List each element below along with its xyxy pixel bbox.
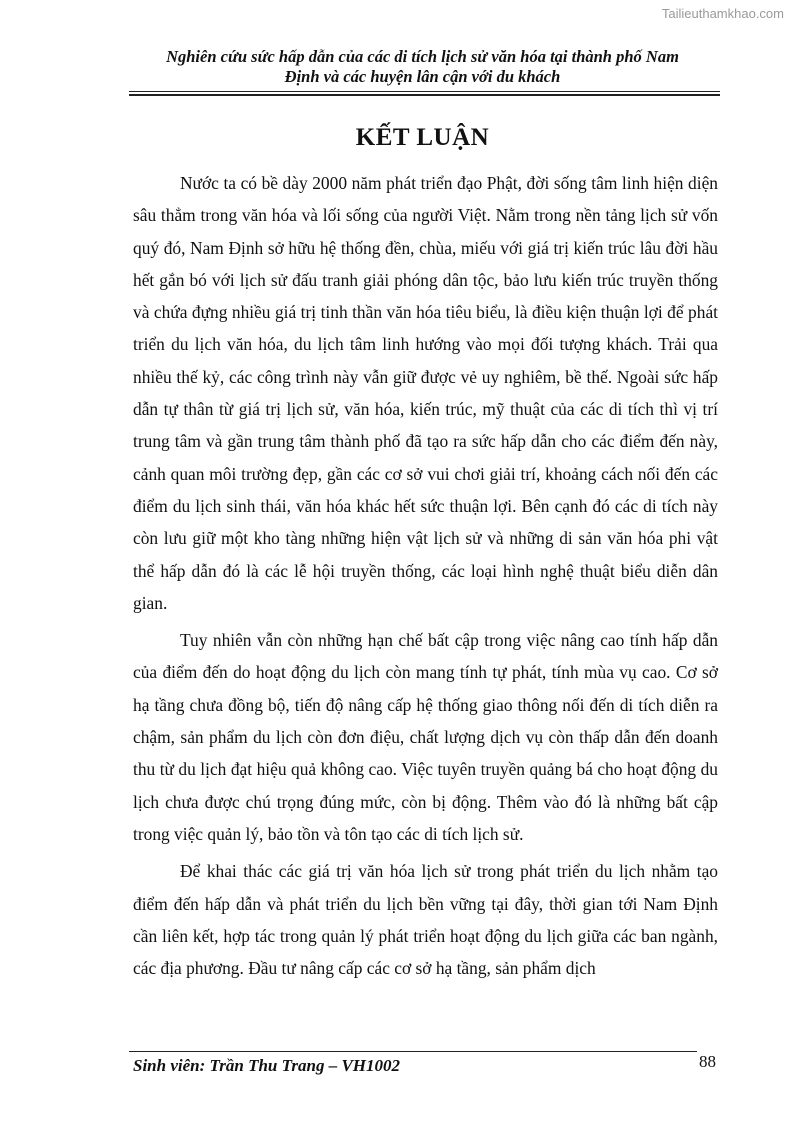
header-divider-thick (129, 94, 720, 96)
running-header-line-2: Định và các huyện lân cận với du khách (284, 67, 561, 86)
running-header-line-1: Nghiên cứu sức hấp dẫn của các di tích lịch sử văn hóa tại thành phố Nam (166, 47, 679, 66)
page-number: 88 (699, 1052, 716, 1071)
paragraph-3: Để khai thác các giá trị văn hóa lịch sử trong phát triển du lịch nhằm tạo điểm đến hấp dẫn và phát triển du lịch bền vững tại đây, thời gian tới Nam Định cần liên kết, hợp tác trong quản lý phát triển hoạt động du lịch giữa các ban ngành, các địa phương. Đầu tư nâng cấp các cơ sở hạ tầng, sản phẩm dịch (133, 861, 718, 979)
header-divider (129, 91, 720, 92)
paragraph-1: Nước ta có bề dày 2000 năm phát triển đạo Phật, đời sống tâm linh hiện diện sâu thẳm trong văn hóa và lối sống của người Việt. Nằm trong nền tảng lịch sử vốn quý đó, Nam Định sở hữu hệ thống đền, chùa, miếu với giá trị kiến trúc lâu đời hầu hết gắn bó với lịch sử đấu tranh giải phóng dân tộc, bảo lưu kiến trúc truyền thống và chứa đựng nhiều giá trị tinh thần văn hóa tiêu biểu, là điều kiện thuận lợi để phát triển du lịch văn hóa, du lịch tâm linh hướng vào mọi đối tượng khách. Trải qua nhiều thế kỷ, các công trình này vẫn giữ được vẻ uy nghiêm, bề thế. Ngoài sức hấp dẫn tự thân từ giá trị lịch sử, văn hóa, kiến trúc, mỹ thuật của các di tích thì vị trí trung tâm và gần trung tâm thành phố đã tạo ra sức hấp dẫn cho các điểm đến này, cảnh quan môi trường đẹp, gần các cơ sở vui chơi giải trí, khoảng cách nối đến các điểm du lịch sinh thái, văn hóa khác hết sức thuận lợi. Bên cạnh đó các di tích này còn lưu giữ một kho tàng những hiện vật lịch sử và những di sản văn hóa phi vật thể hấp dẫn đó là các lễ hội truyền thống, các loại hình nghệ thuật biểu diễn dân gian. (133, 173, 718, 613)
body-text (133, 167, 718, 989)
running-header (125, 47, 720, 87)
watermark-text: Tailieuthamkhao.com (661, 6, 784, 21)
page-title: KẾT LUẬN (355, 124, 490, 151)
footer-divider (129, 1051, 697, 1052)
footer-author: Sinh viên: Trần Thu Trang – VH1002 (133, 1056, 401, 1075)
paragraph-2: Tuy nhiên vẫn còn những hạn chế bất cập trong việc nâng cao tính hấp dẫn của điểm đến do hoạt động du lịch còn mang tính tự phát, tính mùa vụ cao. Cơ sở hạ tầng chưa đồng bộ, tiến độ nâng cấp hệ thống giao thông nối đến di tích diễn ra chậm, sản phẩm du lịch còn đơn điệu, chất lượng dịch vụ còn thấp dẫn đến doanh thu từ du lịch đạt hiệu quả không cao. Việc tuyên truyền quảng bá cho hoạt động du lịch chưa được chú trọng đúng mức, còn bị động. Thêm vào đó là những bất cập trong việc quản lý, bảo tồn và tôn tạo các di tích lịch sử. (133, 630, 718, 844)
